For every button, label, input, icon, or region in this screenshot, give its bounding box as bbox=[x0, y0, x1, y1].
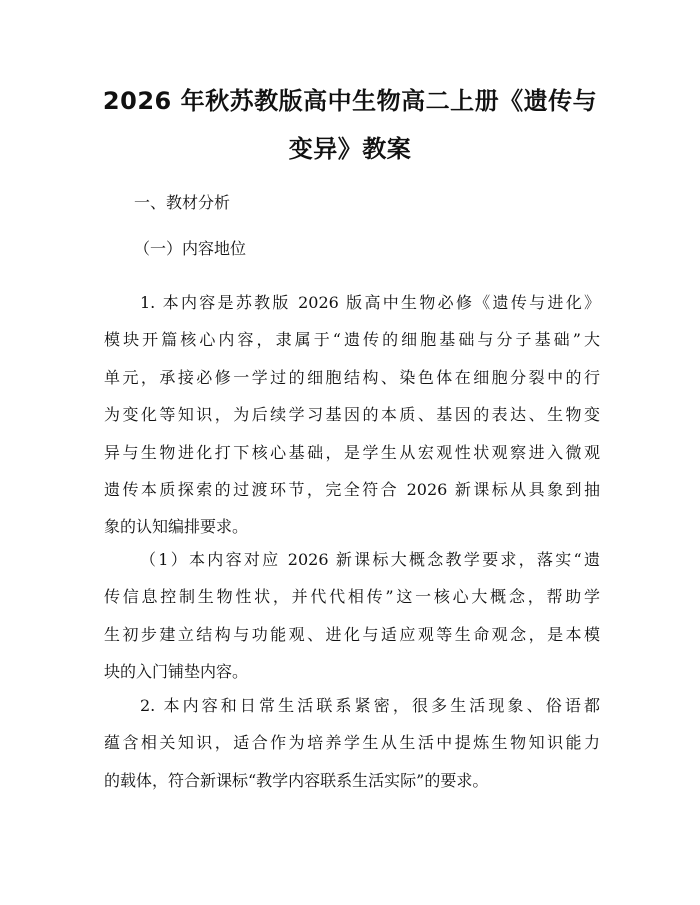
document-title-line-2: 变异》教案 bbox=[288, 135, 412, 163]
paragraph-line: 异与生物进化打下核心基础，是学生从宏观性状观察进入微观 bbox=[104, 442, 600, 462]
paragraph-line: 传信息控制生物性状，并代代相传”这一核心大概念，帮助学 bbox=[104, 587, 600, 607]
paragraph-line: 的载体，符合新课标“教学内容联系生活实际”的要求。 bbox=[104, 770, 489, 790]
paragraph-3 bbox=[104, 687, 600, 799]
subsection-heading: （一）内容地位 bbox=[134, 239, 247, 258]
paragraph-line: 生初步建立结构与功能观、进化与适应观等生命观念，是本模 bbox=[104, 624, 600, 644]
paragraph-line: 为变化等知识，为后续学习基因的本质、基因的表达、生物变 bbox=[104, 405, 600, 425]
paragraph-line: 象的认知编排要求。 bbox=[104, 517, 249, 537]
paragraph-line: 1. 本内容是苏教版 2026 版高中生物必修《遗传与进化》 bbox=[140, 293, 600, 312]
paragraph-1 bbox=[104, 284, 600, 546]
paragraph-line: 模块开篇核心内容，隶属于“遗传的细胞基础与分子基础”大 bbox=[104, 330, 600, 350]
paragraph-line: 块的入门铺垫内容。 bbox=[104, 662, 249, 682]
paragraph-line: 2. 本内容和日常生活联系紧密，很多生活现象、俗语都 bbox=[140, 696, 600, 715]
paragraph-2 bbox=[104, 541, 600, 691]
document-title-line-1: 2026 年秋苏教版高中生物高二上册《遗传与 bbox=[102, 87, 598, 115]
paragraph-line: 遗传本质探索的过渡环节，完全符合 2026 新课标从具象到抽 bbox=[104, 480, 600, 500]
paragraph-line: 单元，承接必修一学过的细胞结构、染色体在细胞分裂中的行 bbox=[104, 367, 600, 387]
section-heading: 一、教材分析 bbox=[134, 193, 231, 212]
paragraph-line: 蕴含相关知识，适合作为培养学生从生活中提炼生物知识能力 bbox=[104, 733, 600, 753]
paragraph-line: （1）本内容对应 2026 新课标大概念教学要求，落实“遗 bbox=[140, 550, 600, 569]
